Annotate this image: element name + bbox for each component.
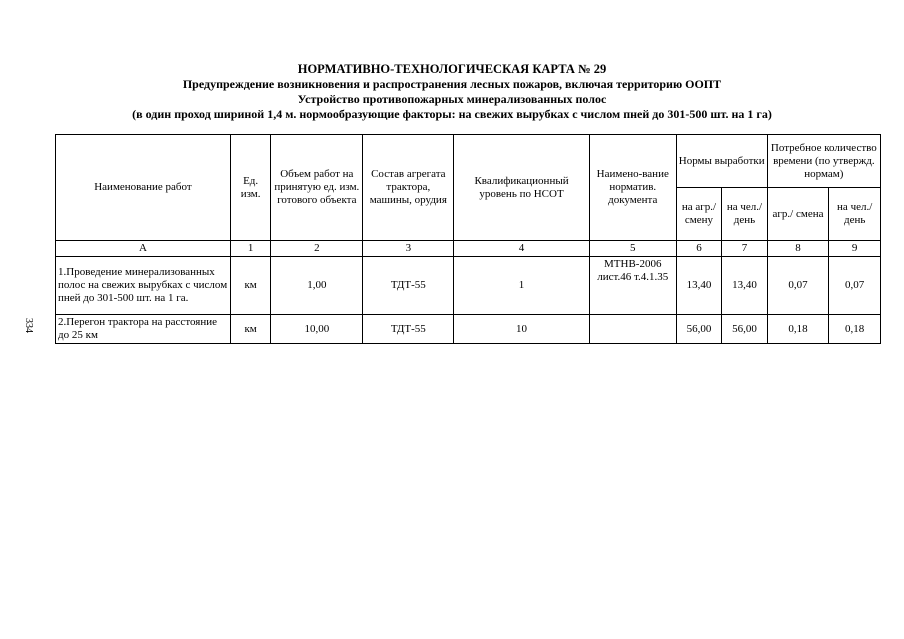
cell-composition: ТДТ-55 (363, 315, 454, 344)
header-person-day: на чел./ день (829, 188, 881, 241)
table-row (56, 257, 881, 315)
column-number: 4 (454, 241, 589, 257)
cell-qualification: 1 (454, 257, 589, 315)
cell-qualification: 10 (454, 315, 589, 344)
column-number: 3 (363, 241, 454, 257)
cell-unit: км (230, 257, 270, 315)
header-work-name: Наименование работ (56, 135, 231, 241)
cell-time-person: 0,18 (829, 315, 881, 344)
column-number: 5 (589, 241, 676, 257)
cell-volume: 1,00 (271, 257, 363, 315)
column-number: А (56, 241, 231, 257)
header-unit: Ед. изм. (230, 135, 270, 241)
norms-table (55, 134, 881, 344)
column-number: 9 (829, 241, 881, 257)
header-qualification: Квалификационный уровень по НСОТ (454, 135, 589, 241)
card-subtitle-purpose: Предупреждение возникновения и распространения лесных пожаров, включая территорию ООПТ (182, 77, 722, 91)
table-row (56, 315, 881, 344)
cell-time-agr: 0,18 (767, 315, 829, 344)
cell-norm-person: 56,00 (722, 315, 767, 344)
card-title: НОРМАТИВНО-ТЕХНОЛОГИЧЕСКАЯ КАРТА № 29 (297, 62, 607, 76)
cell-norm-agr: 13,40 (676, 257, 721, 315)
header-volume: Объем работ на принятую ед. изм. готового объекта (271, 135, 363, 241)
header-agr-shift: агр./ смена (767, 188, 829, 241)
cell-work-name: 2.Перегон трактора на расстояние до 25 км (56, 315, 231, 344)
header-document: Наимено-вание норматив. документа (589, 135, 676, 241)
card-subtitle-conditions: (в один проход шириной 1,4 м. нормообразующие факторы: на свежих вырубках с числом пней до 301-500 шт. на 1 га) (132, 107, 772, 121)
cell-composition: ТДТ-55 (363, 257, 454, 315)
cell-document: МТНВ-2006 лист.46 т.4.1.35 (589, 257, 676, 315)
cell-time-agr: 0,07 (767, 257, 829, 315)
column-number: 7 (722, 241, 767, 257)
cell-time-person: 0,07 (829, 257, 881, 315)
cell-norm-agr: 56,00 (676, 315, 721, 344)
header-time-needed: Потребное количество времени (по утвержд. нормам) (767, 135, 880, 188)
column-number-row (56, 241, 881, 257)
card-subtitle-operation: Устройство противопожарных минерализованных полос (297, 92, 607, 106)
cell-unit: км (230, 315, 270, 344)
cell-norm-person: 13,40 (722, 257, 767, 315)
header-per-agr-shift: на агр./ смену (676, 188, 721, 241)
column-number: 1 (230, 241, 270, 257)
column-number: 2 (271, 241, 363, 257)
header-norms: Нормы выработки (676, 135, 767, 188)
column-number: 6 (676, 241, 721, 257)
cell-document (589, 315, 676, 344)
cell-volume: 10,00 (271, 315, 363, 344)
document-title-block (0, 62, 904, 122)
column-number: 8 (767, 241, 829, 257)
header-per-person-day: на чел./ день (722, 188, 767, 241)
header-composition: Состав агрегата трактора, машины, орудия (363, 135, 454, 241)
page-number: 334 (23, 318, 34, 333)
cell-work-name: 1.Проведение минерализованных полос на свежих вырубках с числом пней до 301-500 шт. на 1 га. (56, 257, 231, 315)
